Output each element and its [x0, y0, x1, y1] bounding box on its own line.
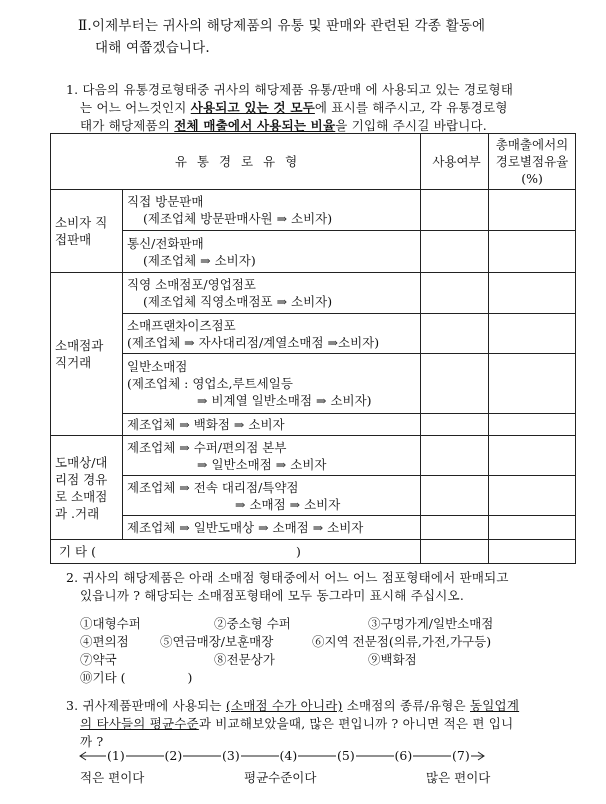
- table-header-row: [51, 134, 576, 190]
- label-low: 적은 편이다: [80, 770, 145, 785]
- table-row: [51, 354, 576, 414]
- q1-line3: 태가 해당제품의 전체 매출에서 사용되는 비율을 기입해 주시길 바랍니다.: [80, 118, 487, 133]
- section-title-line1: Ⅱ.이제부터는 귀사의 해당제품의 유통 및 판매와 관련된 각종 활동에: [78, 18, 486, 34]
- channel-other[interactable]: 기 타 ( ): [51, 540, 421, 564]
- scale-point-5[interactable]: (5): [337, 748, 355, 763]
- table-row: [51, 414, 576, 436]
- ratio-cell[interactable]: [489, 540, 576, 564]
- q1-emphasis-all: 사용되고 있는 것 모두: [190, 100, 315, 115]
- option-6[interactable]: ⑥지역 전문점(의류,가전,가구등): [312, 634, 492, 649]
- q2-line2: 있읍니까 ? 해당되는 소매점포형태에 모두 동그라미 표시해 주십시오.: [80, 588, 464, 603]
- usage-cell[interactable]: [421, 516, 489, 540]
- table-row: [51, 476, 576, 516]
- q1-line1: 1. 다음의 유통경로형태중 귀사의 해당제품 유통/판매 에 사용되고 있는 경로형태: [66, 82, 514, 97]
- option-8[interactable]: ⑧전문상가: [214, 652, 275, 667]
- usage-cell[interactable]: [421, 354, 489, 414]
- option-1[interactable]: ①대형수퍼: [80, 616, 141, 631]
- channel-telephone: 통신/전화판매 (제조업체 ⇒ 소비자): [123, 231, 421, 273]
- ratio-cell[interactable]: [489, 273, 576, 314]
- scale-point-6[interactable]: (6): [394, 748, 413, 763]
- header-ratio: 총매출에서의 경로별점유율 (%): [489, 134, 576, 190]
- usage-cell[interactable]: [421, 273, 489, 314]
- q3-line1: 3. 귀사제품판매에 사용되는 (소매점 수가 아니라) 소매점의 종류/유형은 동일업계: [66, 698, 520, 713]
- table-row: [51, 516, 576, 540]
- category-direct-sales: 소비자 직 접판매: [51, 190, 123, 273]
- table-row: [51, 231, 576, 273]
- usage-cell[interactable]: [421, 190, 489, 231]
- usage-cell[interactable]: [421, 436, 489, 476]
- scale-point-4[interactable]: (4): [279, 748, 298, 763]
- usage-cell[interactable]: [421, 414, 489, 436]
- ratio-cell[interactable]: [489, 314, 576, 354]
- channel-department-store: 제조업체 ⇒ 백화점 ⇒ 소비자: [123, 414, 421, 436]
- section-title-line2: 대해 여쭙겠습니다.: [95, 40, 210, 56]
- header-channel-type: 유 통 경 로 유 형: [51, 134, 421, 190]
- table-row: [51, 540, 576, 564]
- scale-point-7[interactable]: (7): [452, 748, 470, 763]
- option-2[interactable]: ②중소형 수퍼: [214, 616, 291, 631]
- category-wholesale: 도매상/대 리점 경유 로 소매점 과 .거래: [51, 436, 123, 540]
- channel-super-hq: 제조업체 ⇒ 수퍼/편의점 본부 ⇒ 일반소매점 ⇒ 소비자: [123, 436, 421, 476]
- channel-door-to-door: 직접 방문판매 (제조업체 방문판매사원 ⇒ 소비자): [123, 190, 421, 231]
- category-retail-direct: 소매점과 직거래: [51, 273, 123, 436]
- table-row: [51, 436, 576, 476]
- label-mid: 평균수준이다: [244, 770, 317, 785]
- usage-cell[interactable]: [421, 231, 489, 273]
- q1-line2: 는 어느 어느것인지 사용되고 있는 것 모두에 표시를 해주시고, 각 유통경로형: [80, 100, 508, 115]
- option-5[interactable]: ⑤연금매장/보훈매장: [160, 634, 274, 649]
- channel-table: [50, 133, 576, 564]
- scale-point-1[interactable]: (1): [107, 748, 125, 763]
- header-usage: 사용여부: [421, 134, 489, 190]
- ratio-cell[interactable]: [489, 436, 576, 476]
- option-7[interactable]: ⑦약국: [80, 652, 117, 667]
- usage-cell[interactable]: [421, 314, 489, 354]
- ratio-cell[interactable]: [489, 354, 576, 414]
- scale-point-2[interactable]: (2): [164, 748, 183, 763]
- ratio-cell[interactable]: [489, 476, 576, 516]
- ratio-cell[interactable]: [489, 516, 576, 540]
- table-row: [51, 314, 576, 354]
- q1-emphasis-ratio: 전체 매출에서 사용되는 비율: [174, 118, 336, 133]
- option-10[interactable]: ⑩기타 ( ): [80, 670, 193, 685]
- usage-cell[interactable]: [421, 540, 489, 564]
- usage-cell[interactable]: [421, 476, 489, 516]
- channel-franchise: 소매프랜차이즈점포 (제조업체 ⇒ 자사대리점/계열소매점 ⇒소비자): [123, 314, 421, 354]
- ratio-cell[interactable]: [489, 190, 576, 231]
- ratio-cell[interactable]: [489, 414, 576, 436]
- channel-direct-store: 직영 소매점포/영업점포 (제조업체 직영소매점포 ⇒ 소비자): [123, 273, 421, 314]
- label-high: 많은 편이다: [426, 770, 491, 785]
- table-row: [51, 190, 576, 231]
- option-4[interactable]: ④편의점: [80, 634, 129, 649]
- channel-general-retail: 일반소매점 (제조업체 : 영업소,루트세일등 ⇒ 비계열 일반소매점 ⇒ 소비자): [123, 354, 421, 414]
- scale-point-3[interactable]: (3): [222, 748, 240, 763]
- q3-line3: 까 ?: [80, 734, 104, 749]
- channel-exclusive-agency: 제조업체 ⇒ 전속 대리점/특약점 ⇒ 소매점 ⇒ 소비자: [123, 476, 421, 516]
- option-3[interactable]: ③구멍가게/일반소매점: [368, 616, 494, 631]
- q3-line2: 의 타사들의 평균수준과 비교해보았을때, 많은 편입니까 ? 아니면 적은 편 입니: [80, 716, 514, 731]
- table-row: [51, 273, 576, 314]
- q2-line1: 2. 귀사의 해당제품은 아래 소매점 형태중에서 어느 어느 점포형태에서 판매되고: [66, 570, 509, 585]
- ratio-cell[interactable]: [489, 231, 576, 273]
- option-9[interactable]: ⑨백화점: [368, 652, 417, 667]
- channel-general-wholesale: 제조업체 ⇒ 일반도매상 ⇒ 소매점 ⇒ 소비자: [123, 516, 421, 540]
